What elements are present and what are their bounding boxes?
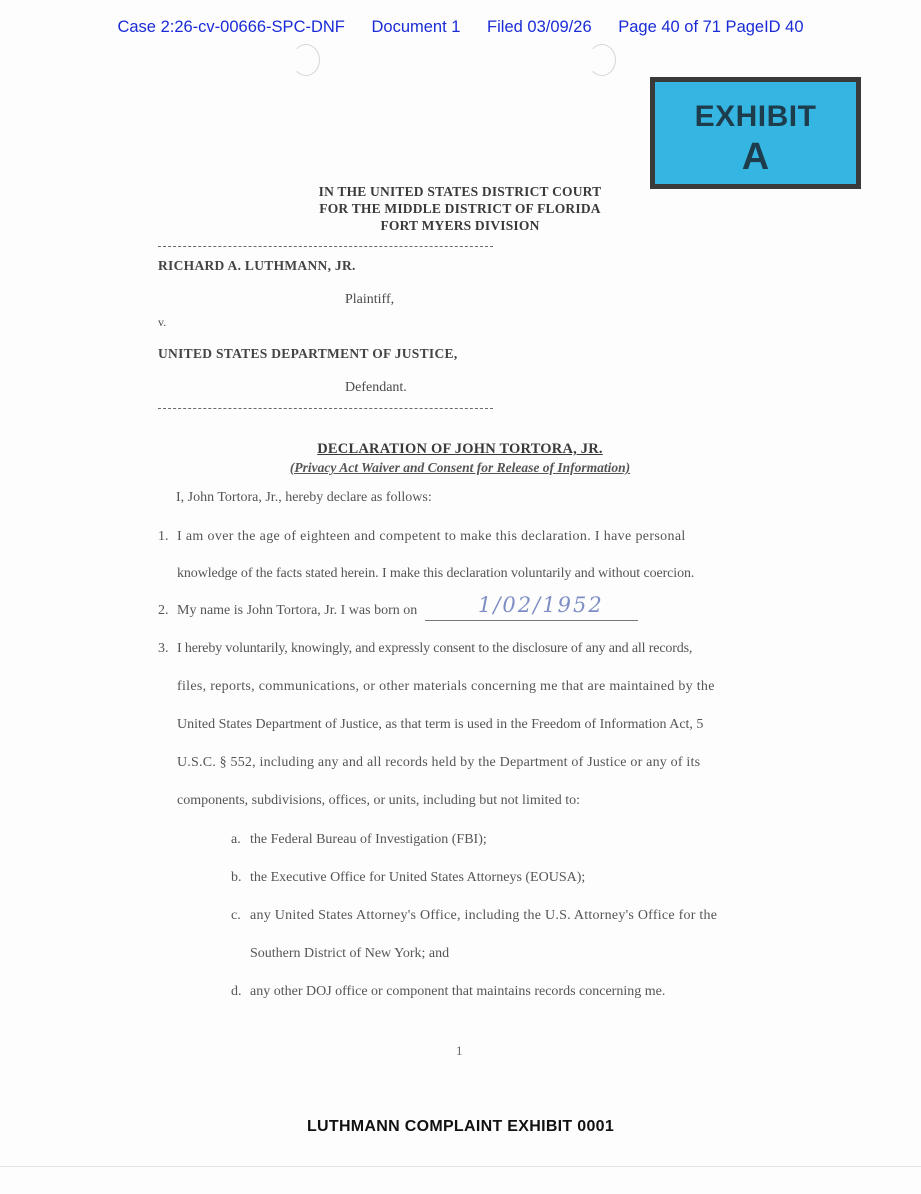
court-line-3: FORT MYERS DIVISION <box>380 218 540 233</box>
paragraph-1-number: 1. <box>158 529 169 544</box>
exhibit-sticker <box>650 77 861 189</box>
exhibit-footer: LUTHMANN COMPLAINT EXHIBIT 0001 <box>306 1118 615 1135</box>
paragraph-3-line-3: United States Department of Justice, as that term is used in the Freedom of Information Act, 5 <box>177 717 704 732</box>
declaration-title <box>240 441 680 476</box>
list-item-b-label: b. <box>231 870 242 885</box>
paragraph-3-number: 3. <box>158 641 169 656</box>
birthdate-line <box>425 620 638 621</box>
plaintiff-name: RICHARD A. LUTHMANN, JR. <box>158 258 356 273</box>
list-item-a-text: the Federal Bureau of Investigation (FBI); <box>250 832 487 847</box>
list-item-a-label: a. <box>231 832 241 847</box>
document-number: Document 1 <box>371 18 461 36</box>
scan-edge <box>0 1166 921 1167</box>
list-item-c-line-1: any United States Attorney's Office, including the U.S. Attorney's Office for the <box>250 908 718 923</box>
list-item-d-label: d. <box>231 984 242 999</box>
list-item-d-text: any other DOJ office or component that maintains records concerning me. <box>250 984 666 999</box>
exhibit-word: EXHIBIT <box>694 100 817 133</box>
birthdate-handwritten: 1/02/1952 <box>478 593 604 617</box>
defendant-name: UNITED STATES DEPARTMENT OF JUSTICE, <box>158 346 458 361</box>
filing-header <box>0 18 921 37</box>
paragraph-3-line-4: U.S.C. § 552, including any and all records held by the Department of Justice or any of its <box>177 755 701 770</box>
case-number: Case 2:26-cv-00666-SPC-DNF <box>117 18 345 36</box>
versus: v. <box>158 315 167 329</box>
paragraph-2-text: My name is John Tortora, Jr. I was born on <box>177 603 418 618</box>
intro-text: I, John Tortora, Jr., hereby declare as follows: <box>176 490 432 505</box>
declaration-heading: DECLARATION OF JOHN TORTORA, JR. <box>317 441 603 457</box>
list-item-b-text: the Executive Office for United States Attorneys (EOUSA); <box>250 870 586 885</box>
exhibit-letter: A <box>741 136 770 178</box>
punch-hole-right <box>588 44 616 76</box>
filed-date: Filed 03/09/26 <box>487 18 592 36</box>
court-line-2: FOR THE MIDDLE DISTRICT OF FLORIDA <box>319 201 601 216</box>
plaintiff-role: Plaintiff, <box>345 292 395 307</box>
declaration-subheading: (Privacy Act Waiver and Consent for Release of Information) <box>289 460 631 475</box>
paragraph-1-line-2: knowledge of the facts stated herein. I make this declaration voluntarily and without coercion. <box>177 566 695 581</box>
court-line-1: IN THE UNITED STATES DISTRICT COURT <box>318 184 602 199</box>
paragraph-2-number: 2. <box>158 603 169 618</box>
paragraph-1-line-1: I am over the age of eighteen and competent to make this declaration. I have personal <box>177 529 686 544</box>
punch-hole-left <box>292 44 320 76</box>
list-item-c-line-2: Southern District of New York; and <box>250 946 450 961</box>
list-item-c-label: c. <box>231 908 241 923</box>
paragraph-3-line-5: components, subdivisions, offices, or units, including but not limited to: <box>177 793 580 808</box>
page-number: 1 <box>456 1043 463 1058</box>
court-heading <box>240 183 680 234</box>
page-info: Page 40 of 71 PageID 40 <box>618 18 804 36</box>
paragraph-3-line-2: files, reports, communications, or other materials concerning me that are maintained by the <box>177 679 715 694</box>
defendant-role: Defendant. <box>345 380 407 395</box>
caption-divider-bottom <box>158 408 493 409</box>
caption-divider-top <box>158 246 493 247</box>
paragraph-3-line-1: I hereby voluntarily, knowingly, and expressly consent to the disclosure of any and all records, <box>177 641 693 656</box>
